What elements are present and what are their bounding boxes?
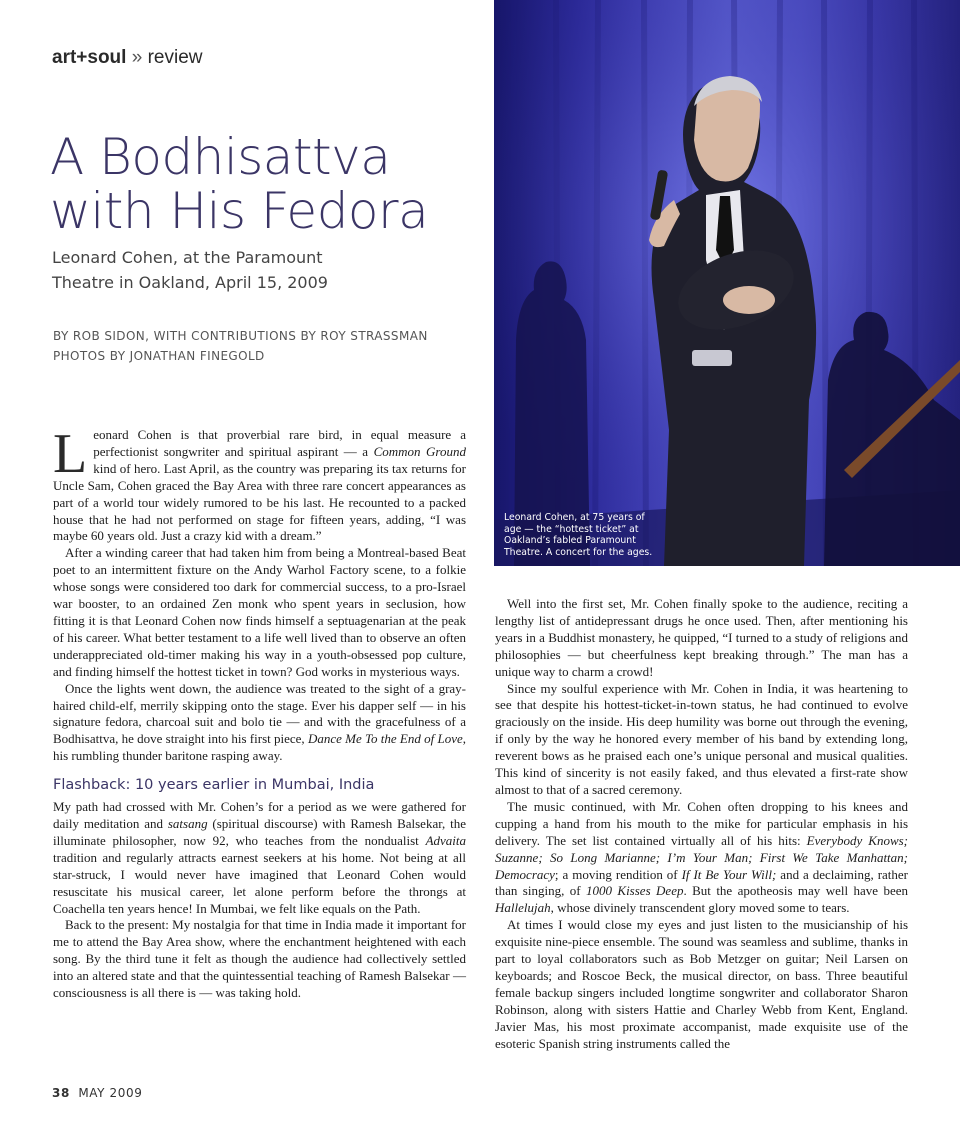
article-column-left: [53, 423, 466, 1002]
text-run: Once the lights went down, the audience was treated to the sight of a gray-haired child-elf, merrily skipping onto the stage. Ever his dapper self — in his signature fedora, charcoal suit and bolo tie — and with the gracefulness of a Bodhisattva, he dove straight into his first piece,: [53, 680, 466, 747]
text-run-italic: Everybody Knows; Suzanne; So Long Marianne; I’m Your Man; First We Take Manhattan; Democracy: [495, 832, 909, 882]
photo-caption: [504, 512, 674, 558]
headline: [50, 130, 480, 238]
text-run-italic: Advaita: [425, 832, 466, 848]
article-paragraph: Well into the first set, Mr. Cohen finally spoke to the audience, reciting a lengthy list of antidepressant drugs he once used. Then, after mentioning his years in a Buddhist monastery, he quipped, “I turned to a study of religions and philosophies — but cheerfulness kept breaking through.” The man has a unique way to charm a crowd!: [495, 596, 908, 679]
text-run-italic: 1000 Kisses Deep: [585, 883, 684, 899]
page-footer: [52, 1086, 142, 1100]
text-run-italic: If It Be Your Will;: [681, 866, 777, 882]
article-paragraph: After a winding career that had taken him from being a Montreal-based Beat poet to an intermittent fixture on the Andy Warhol Factory scene, to a folkie whose songs were considered too dark for commercial success, to a pro-Israel war booster, to an ordained Zen monk who spent years in seclusion, how fitting it is that Leonard Cohen now finds himself a septuagenarian at the peak of his career. What better testament to a life well lived than to observe an often underappreciated old-timer making his way in a youth-obsessed pop culture, and finding himself the hottest ticket in town? God works in mysterious ways.: [53, 545, 466, 679]
section-name: art+soul: [52, 47, 127, 68]
text-run-italic: satsang: [167, 816, 208, 832]
credits: [53, 326, 428, 366]
caption-line-1: Leonard Cohen, at 75 years of: [504, 512, 645, 523]
page-number: 38: [52, 1086, 70, 1100]
text-run: The music continued, with Mr. Cohen often dropping to his knees and cupping a hand from his mouth to the mike for particular emphasis in his delivery. The set list contained virtually all of his hits:: [495, 798, 908, 848]
article-paragraph: [53, 799, 466, 917]
text-run: eonard Cohen is that proverbial rare bird, in equal measure a perfectionist songwriter and spiritual aspirant — a: [93, 427, 466, 459]
photo-credit: PHOTOS BY JONATHAN FINEGOLD: [53, 349, 265, 363]
issue-date: MAY 2009: [78, 1086, 143, 1100]
headline-line-1: A Bodhisattva: [50, 128, 391, 186]
text-run: . But the apotheosis may well have been: [683, 883, 908, 899]
text-run: (spiritual discourse) with Ramesh Balsekar, the illuminate philosopher, now 92, who teaches from the nondualist: [53, 816, 466, 848]
caption-line-4: Theatre. A concert for the ages.: [504, 546, 653, 558]
concert-photo-illustration: [494, 0, 960, 566]
drop-cap: L: [53, 423, 88, 485]
caption-line-3: Oakland’s fabled Paramount: [504, 535, 636, 547]
byline: BY ROB SIDON, WITH CONTRIBUTIONS BY ROY STRASSMAN: [53, 329, 428, 343]
subhead-line-1: Leonard Cohen, at the Paramount: [52, 248, 323, 267]
text-run-italic: Hallelujah: [495, 900, 551, 916]
text-run: , his rumbling thunder baritone rasping away.: [53, 731, 466, 764]
section-subheading: Flashback: 10 years earlier in Mumbai, India: [53, 777, 375, 794]
article-paragraph: At times I would close my eyes and just listen to the musicianship of his exquisite nine-piece ensemble. The sound was seamless and sublime, thanks in part to loyal collaborators such as Bob Metzger on guitar; Neil Larsen on keyboards; and Roscoe Beck, the musical director, on bass. Three beautiful female backup singers included longtime songwriter and collaborator Sharon Robinson, along with sisters Hattie and Charley Webb from Kent, England. Javier Mas, his most proximate accompanist, made exquisite use of the esoteric Spanish string instruments called the: [495, 917, 908, 1051]
headline-line-2: with His Fedora: [50, 182, 429, 240]
text-run-italic: Dance Me To the End of Love: [307, 731, 463, 747]
subhead-line-2: Theatre in Oakland, April 15, 2009: [52, 273, 328, 292]
article-paragraph: [53, 423, 466, 545]
section-category: review: [147, 47, 203, 68]
caption-line-2: age — the “hottest ticket” at: [504, 523, 639, 535]
text-run: kind of hero. Last April, as the country was preparing its tax returns for Uncle Sam, Cohen graced the Bay Area with three rare concert appearances as part of a world tour widely rumored to be his last. He recounted to a packed house that he had not performed on stage for fifteen years, adding, “I was maybe 60 years old. Just a crazy kid with a dream.”: [53, 460, 466, 544]
text-run: tradition and regularly attracts earnest seekers at his home. Not being at all star-struck, I would never have imagined that Leonard Cohen would resuscitate his musical career, let alone perform before the throngs at Coachella ten years hence! In Mumbai, we felt like equals on the Path.: [53, 849, 466, 916]
article-paragraph: Back to the present: My nostalgia for that time in India made it important for me to attend the Bay Area show, where the enchantment heightened with each song. By the third tune it felt as though the audience had collectively settled into an altered state and that the quintessential teaching of Ramesh Balsekar — consciousness is all there is — was taking hold.: [53, 917, 466, 1001]
article-paragraph: Since my soulful experience with Mr. Cohen in India, it was heartening to see that despite his hottest-ticket-in-town status, he had continued to evolve graciously on the inside. His deep humility was borne out through the evening, if only by the way he honored every member of his band by extending long, reverent bows as he praised each one’s unique personal and musical qualities. This kind of sincerity is not easily faked, and thus elevated a first-rate show almost to that of a sacred ceremony.: [495, 680, 908, 797]
article-paragraph: [495, 799, 908, 917]
text-run: , whose divinely transcendent glory moved some to tears.: [550, 900, 850, 916]
section-tag: [52, 47, 203, 69]
concert-photo: [494, 0, 960, 566]
text-run: My path had crossed with Mr. Cohen’s for a period as we were gathered for daily meditation and: [53, 799, 466, 832]
subhead: [52, 245, 472, 295]
article-column-right: [495, 596, 908, 1052]
text-run: ; a moving rendition of: [554, 866, 682, 882]
text-run-italic: Common Ground: [373, 443, 466, 459]
article-paragraph: [53, 681, 466, 766]
section-separator: »: [131, 47, 143, 68]
text-run: and a declaiming, rather than singing, of: [495, 866, 909, 899]
